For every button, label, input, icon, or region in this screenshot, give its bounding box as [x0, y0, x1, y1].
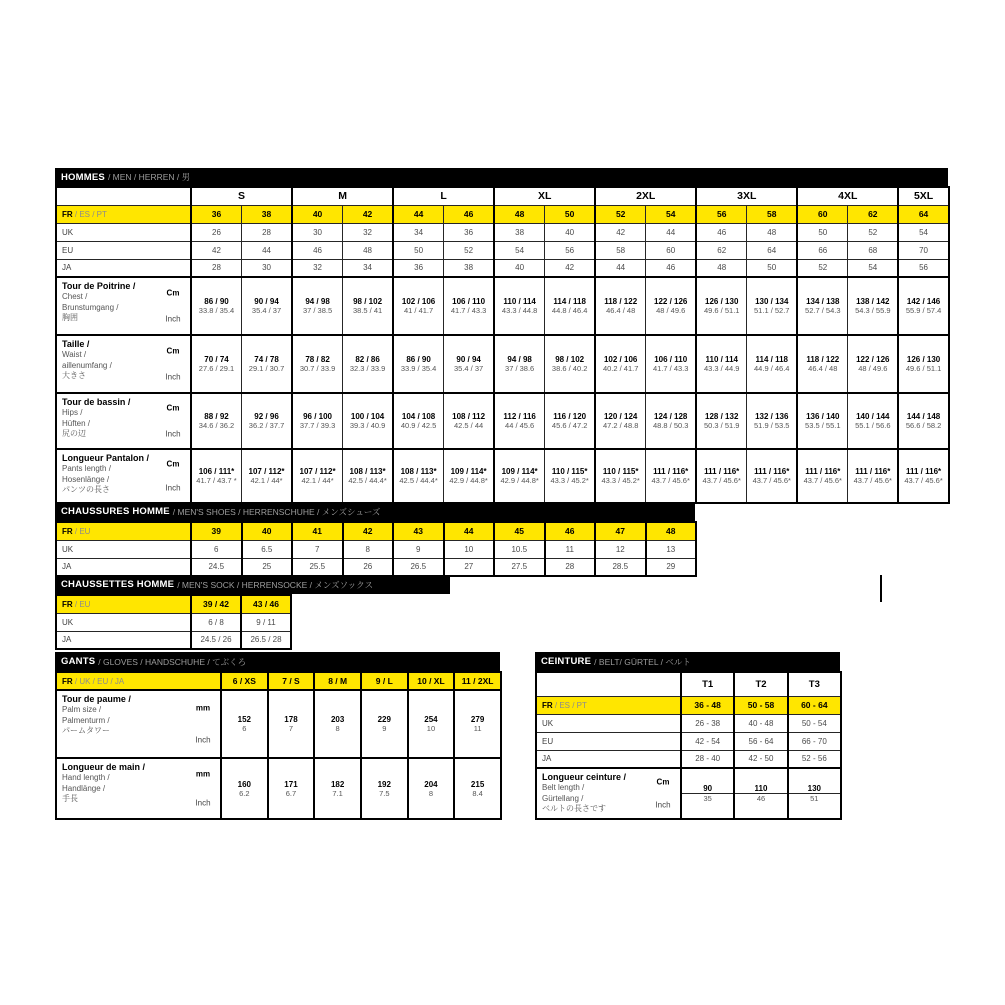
size-value: 30 [292, 223, 343, 241]
measure-cell: 192 7.5 [361, 758, 408, 819]
measure-cell: 108 / 113* 42.5 / 44.4* [393, 449, 444, 503]
table-row [56, 277, 949, 335]
measure-cell: 86 / 90 33.8 / 35.4 [191, 277, 242, 335]
men-header-title: HOMMES [61, 171, 105, 183]
glove-size-value: 11 / 2XL [454, 672, 501, 690]
measure-cell: 90 35 [681, 768, 734, 819]
gloves-table [55, 671, 500, 820]
size-value: 54 [848, 259, 899, 277]
table-row [56, 393, 949, 449]
shoe-size-value: 25.5 [292, 558, 343, 576]
size-group-5XL: 5XL [898, 187, 949, 205]
sock-size-value: 9 / 11 [241, 613, 291, 631]
measure-cell: 109 / 114* 42.9 / 44.8* [444, 449, 495, 503]
glove-size-value: 10 / XL [408, 672, 455, 690]
size-value: 56 [545, 241, 596, 259]
table-row [536, 750, 841, 768]
measure-cell: 182 7.1 [314, 758, 361, 819]
shoe-size-value: 8 [343, 540, 394, 558]
measure-cell: 111 / 116* 43.7 / 45.6* [696, 449, 747, 503]
size-value: 58 [595, 241, 646, 259]
socks-section-header [55, 575, 450, 594]
measure-cell: 106 / 110 41.7 / 43.3 [646, 335, 697, 393]
size-value: 28 [191, 259, 242, 277]
sock-size-value: 6 / 8 [191, 613, 241, 631]
fr-eu-label: FR / EU [56, 595, 191, 613]
measure-cell: 122 / 126 48 / 49.6 [848, 335, 899, 393]
measure-cell: 90 / 94 35.4 / 37 [444, 335, 495, 393]
shoe-size-value: 11 [545, 540, 596, 558]
shoes-section-header [55, 502, 695, 521]
size-group-XL: XL [494, 187, 595, 205]
shoe-size-value: 10 [444, 540, 495, 558]
gloves-header-subtitle: / GLOVES / HANDSCHUHE / てぶくろ [98, 656, 247, 667]
table-row [56, 335, 949, 393]
size-value: 62 [696, 241, 747, 259]
fr-size-value: 52 [595, 205, 646, 223]
measure-cell: 107 / 112* 42.1 / 44* [242, 449, 293, 503]
measure-cell: 86 / 90 33.9 / 35.4 [393, 335, 444, 393]
measure-cell: 110 46 [734, 768, 787, 819]
size-value: 48 [696, 259, 747, 277]
size-value: 48 [343, 241, 394, 259]
measure-cell: 114 / 118 44.9 / 46.4 [747, 335, 798, 393]
size-value: 34 [343, 259, 394, 277]
measure-cell: 140 / 144 55.1 / 56.6 [848, 393, 899, 449]
socks-header-title: CHAUSSETTES HOMME [61, 579, 175, 590]
table-row [56, 690, 501, 758]
table-row [56, 241, 949, 259]
size-value: 54 [898, 223, 949, 241]
size-value: 50 [747, 259, 798, 277]
table-row [56, 558, 696, 576]
belt-size-value: 60 - 64 [788, 696, 841, 714]
stray-divider-line [880, 575, 882, 602]
measure-cell: 98 / 102 38.6 / 40.2 [545, 335, 596, 393]
table-row [56, 223, 949, 241]
measure-cell: 111 / 116* 43.7 / 45.6* [747, 449, 798, 503]
measure-cell: 130 / 134 51.1 / 52.7 [747, 277, 798, 335]
size-value: 52 [797, 259, 848, 277]
gloves-header-title: GANTS [61, 656, 96, 667]
measure-cell: 106 / 111* 41.7 / 43.7 * [191, 449, 242, 503]
sock-size-value: 43 / 46 [241, 595, 291, 613]
shoe-size-value: 25 [242, 558, 293, 576]
shoe-size-value: 39 [191, 522, 242, 540]
measure-cell: 110 / 114 43.3 / 44.9 [696, 335, 747, 393]
table-row [536, 672, 841, 696]
measure-cell: 152 6 [221, 690, 268, 758]
fr-size-value: 36 [191, 205, 242, 223]
measure-cell: 132 / 136 51.9 / 53.5 [747, 393, 798, 449]
measure-cell: 102 / 106 40.2 / 41.7 [595, 335, 646, 393]
size-value: 42 [191, 241, 242, 259]
region-label-JA: JA [536, 750, 681, 768]
table-row [536, 714, 841, 732]
shoe-size-value: 47 [595, 522, 646, 540]
corner-cell [536, 672, 681, 696]
shoe-size-value: 29 [646, 558, 697, 576]
measure-cell: 215 8.4 [454, 758, 501, 819]
socks-table [55, 594, 450, 650]
men-sizes-table [55, 186, 948, 504]
size-value: 32 [292, 259, 343, 277]
table-row [56, 522, 696, 540]
measure-label: Tour de Poitrine / Chest / Brunstumgang / 胸囲 Cm Inch [56, 277, 191, 335]
shoe-size-value: 6 [191, 540, 242, 558]
measure-cell: 92 / 96 36.2 / 37.7 [242, 393, 293, 449]
table-row [536, 732, 841, 750]
fr-size-value: 62 [848, 205, 899, 223]
table-row [536, 768, 841, 819]
men-shoes-section [55, 502, 695, 577]
belt-size-value: 50 - 54 [788, 714, 841, 732]
size-value: 26 [191, 223, 242, 241]
size-value: 50 [393, 241, 444, 259]
shoe-size-value: 26.5 [393, 558, 444, 576]
size-value: 32 [343, 223, 394, 241]
measure-cell: 126 / 130 49.6 / 51.1 [898, 335, 949, 393]
glove-sizes-label: FR / UK / EU / JA [56, 672, 221, 690]
measure-cell: 142 / 146 55.9 / 57.4 [898, 277, 949, 335]
shoe-size-value: 27 [444, 558, 495, 576]
size-value: 36 [444, 223, 495, 241]
measure-cell: 98 / 102 38.5 / 41 [343, 277, 394, 335]
belt-header-subtitle: / BELT/ GÜRTEL / ベルト [594, 656, 691, 667]
size-value: 68 [848, 241, 899, 259]
fr-size-value: 46 [444, 205, 495, 223]
fr-eu-label: FR / EU [56, 522, 191, 540]
measure-cell: 120 / 124 47.2 / 48.8 [595, 393, 646, 449]
belt-size-value: 52 - 56 [788, 750, 841, 768]
measure-label: Tour de paume / Palm size / Palmenturm / パームタワー mm Inch [56, 690, 221, 758]
size-value: 40 [545, 223, 596, 241]
measure-cell: 94 / 98 37 / 38.5 [292, 277, 343, 335]
measure-cell: 138 / 142 54.3 / 55.9 [848, 277, 899, 335]
shoe-size-value: 13 [646, 540, 697, 558]
size-value: 46 [646, 259, 697, 277]
measure-cell: 203 8 [314, 690, 361, 758]
measure-cell: 94 / 98 37 / 38.6 [494, 335, 545, 393]
belt-header-title: CEINTURE [541, 656, 592, 667]
region-label-UK: UK [56, 540, 191, 558]
measure-cell: 112 / 116 44 / 45.6 [494, 393, 545, 449]
measure-cell: 118 / 122 46.4 / 48 [797, 335, 848, 393]
table-row [56, 540, 696, 558]
region-label-UK: UK [56, 613, 191, 631]
men-sizes-section [55, 168, 948, 504]
region-label-JA: JA [56, 558, 191, 576]
measure-cell: 88 / 92 34.6 / 36.2 [191, 393, 242, 449]
measure-cell: 70 / 74 27.6 / 29.1 [191, 335, 242, 393]
size-value: 38 [494, 223, 545, 241]
fr-es-pt-label: FR / ES / PT [536, 696, 681, 714]
shoe-size-value: 7 [292, 540, 343, 558]
size-value: 42 [595, 223, 646, 241]
fr-size-value: 60 [797, 205, 848, 223]
measure-cell: 110 / 115* 43.3 / 45.2* [545, 449, 596, 503]
measure-cell: 254 10 [408, 690, 455, 758]
sock-size-value: 26.5 / 28 [241, 631, 291, 649]
size-value: 56 [898, 259, 949, 277]
belt-size-value: 40 - 48 [734, 714, 787, 732]
size-group-S: S [191, 187, 292, 205]
size-value: 64 [747, 241, 798, 259]
shoe-size-value: 27.5 [494, 558, 545, 576]
shoe-size-value: 9 [393, 540, 444, 558]
measure-label: Longueur ceinture / Belt length / Gürtellang / ベルトの長さです Cm Inch [536, 768, 681, 819]
size-value: 44 [595, 259, 646, 277]
measure-cell: 171 6.7 [268, 758, 315, 819]
size-value: 30 [242, 259, 293, 277]
size-value: 50 [797, 223, 848, 241]
shoe-size-value: 26 [343, 558, 394, 576]
table-row [56, 595, 291, 613]
gloves-section [55, 652, 500, 820]
measure-cell: 78 / 82 30.7 / 33.9 [292, 335, 343, 393]
measure-cell: 111 / 116* 43.7 / 45.6* [848, 449, 899, 503]
belt-size-value: 66 - 70 [788, 732, 841, 750]
belt-size-value: 56 - 64 [734, 732, 787, 750]
belt-size-value: 26 - 38 [681, 714, 734, 732]
measure-cell: 124 / 128 48.8 / 50.3 [646, 393, 697, 449]
size-group-3XL: 3XL [696, 187, 797, 205]
measure-cell: 144 / 148 56.6 / 58.2 [898, 393, 949, 449]
belt-size-column-T3: T3 [788, 672, 841, 696]
fr-size-value: 54 [646, 205, 697, 223]
size-value: 34 [393, 223, 444, 241]
glove-size-value: 9 / L [361, 672, 408, 690]
size-group-L: L [393, 187, 494, 205]
size-group-4XL: 4XL [797, 187, 898, 205]
shoe-size-value: 48 [646, 522, 697, 540]
size-group-2XL: 2XL [595, 187, 696, 205]
region-label-EU: EU [536, 732, 681, 750]
size-value: 44 [242, 241, 293, 259]
shoe-size-value: 46 [545, 522, 596, 540]
corner-cell [56, 187, 191, 205]
shoe-size-value: 6.5 [242, 540, 293, 558]
measure-cell: 114 / 118 44.8 / 46.4 [545, 277, 596, 335]
size-value: 52 [444, 241, 495, 259]
measure-cell: 82 / 86 32.3 / 33.9 [343, 335, 394, 393]
measure-cell: 100 / 104 39.3 / 40.9 [343, 393, 394, 449]
measure-cell: 96 / 100 37.7 / 39.3 [292, 393, 343, 449]
belt-size-value: 42 - 54 [681, 732, 734, 750]
fr-size-value: 56 [696, 205, 747, 223]
table-row [56, 631, 291, 649]
belt-size-value: 50 - 58 [734, 696, 787, 714]
table-row [56, 205, 949, 223]
shoe-size-value: 40 [242, 522, 293, 540]
belt-size-value: 28 - 40 [681, 750, 734, 768]
men-section-header [55, 168, 948, 186]
measure-label: Longueur Pantalon / Pants length / Hosenlänge / パンツの長さ Cm Inch [56, 449, 191, 503]
shoe-size-value: 44 [444, 522, 495, 540]
belt-size-value: 42 - 50 [734, 750, 787, 768]
measure-cell: 128 / 132 50.3 / 51.9 [696, 393, 747, 449]
belt-size-column-T2: T2 [734, 672, 787, 696]
shoe-size-value: 28 [545, 558, 596, 576]
table-row [56, 758, 501, 819]
fr-size-value: 50 [545, 205, 596, 223]
fr-size-value: 44 [393, 205, 444, 223]
measure-cell: 90 / 94 35.4 / 37 [242, 277, 293, 335]
measure-cell: 178 7 [268, 690, 315, 758]
measure-cell: 110 / 115* 43.3 / 45.2* [595, 449, 646, 503]
measure-cell: 110 / 114 43.3 / 44.8 [494, 277, 545, 335]
fr-size-value: 48 [494, 205, 545, 223]
shoes-header-subtitle: / MEN'S SHOES / HERRENSCHUHE / メンズシューズ [172, 506, 381, 517]
shoe-size-value: 41 [292, 522, 343, 540]
measure-cell: 160 6.2 [221, 758, 268, 819]
measure-label: Taille / Waist / aillenumfang / 大きさ Cm Inch [56, 335, 191, 393]
fr-es-pt-label: FR / ES / PT [56, 205, 191, 223]
shoe-size-value: 10.5 [494, 540, 545, 558]
size-value: 42 [545, 259, 596, 277]
measure-cell: 106 / 110 41.7 / 43.3 [444, 277, 495, 335]
size-value: 70 [898, 241, 949, 259]
socks-header-subtitle: / MEN'S SOCK / HERRENSOCKE / メンズソックス [177, 579, 374, 590]
measure-cell: 108 / 112 42.5 / 44 [444, 393, 495, 449]
men-header-subtitle: / MEN / HERREN / 男 [107, 172, 191, 182]
glove-size-value: 7 / S [268, 672, 315, 690]
measure-cell: 111 / 116* 43.7 / 45.6* [898, 449, 949, 503]
measure-cell: 111 / 116* 43.7 / 45.6* [797, 449, 848, 503]
shoe-size-value: 45 [494, 522, 545, 540]
measure-label: Longueur de main / Hand length / Handlänge / 手長 mm Inch [56, 758, 221, 819]
region-label-JA: JA [56, 631, 191, 649]
fr-size-value: 64 [898, 205, 949, 223]
measure-cell: 102 / 106 41 / 41.7 [393, 277, 444, 335]
belt-size-value: 36 - 48 [681, 696, 734, 714]
table-row [56, 187, 949, 205]
fr-size-value: 38 [242, 205, 293, 223]
measure-cell: 118 / 122 46.4 / 48 [595, 277, 646, 335]
table-row [56, 613, 291, 631]
shoe-size-value: 28.5 [595, 558, 646, 576]
belt-table [535, 671, 840, 820]
size-value: 38 [444, 259, 495, 277]
measure-cell: 107 / 112* 42.1 / 44* [292, 449, 343, 503]
size-value: 44 [646, 223, 697, 241]
shoe-size-value: 12 [595, 540, 646, 558]
size-value: 46 [696, 223, 747, 241]
size-value: 46 [292, 241, 343, 259]
measure-cell: 116 / 120 45.6 / 47.2 [545, 393, 596, 449]
measure-cell: 74 / 78 29.1 / 30.7 [242, 335, 293, 393]
region-label-JA: JA [56, 259, 191, 277]
table-row [56, 259, 949, 277]
region-label-UK: UK [56, 223, 191, 241]
belt-size-column-T1: T1 [681, 672, 734, 696]
measure-cell: 204 8 [408, 758, 455, 819]
size-value: 48 [747, 223, 798, 241]
size-value: 60 [646, 241, 697, 259]
measure-cell: 126 / 130 49.6 / 51.1 [696, 277, 747, 335]
gloves-section-header [55, 652, 500, 671]
measure-cell: 134 / 138 52.7 / 54.3 [797, 277, 848, 335]
sock-size-value: 39 / 42 [191, 595, 241, 613]
measure-cell: 111 / 116* 43.7 / 45.6* [646, 449, 697, 503]
measure-cell: 130 51 [788, 768, 841, 819]
size-value: 40 [494, 259, 545, 277]
belt-section [535, 652, 840, 820]
shoe-size-value: 42 [343, 522, 394, 540]
shoes-table [55, 521, 695, 577]
size-group-M: M [292, 187, 393, 205]
shoe-size-value: 24.5 [191, 558, 242, 576]
size-value: 36 [393, 259, 444, 277]
region-label-EU: EU [56, 241, 191, 259]
measure-cell: 136 / 140 53.5 / 55.1 [797, 393, 848, 449]
measure-label: Tour de bassin / Hips / Hüften / 尻の辺 Cm Inch [56, 393, 191, 449]
fr-size-value: 40 [292, 205, 343, 223]
measure-cell: 229 9 [361, 690, 408, 758]
table-row [536, 696, 841, 714]
measure-cell: 279 11 [454, 690, 501, 758]
size-value: 54 [494, 241, 545, 259]
men-socks-section [55, 575, 450, 650]
measure-cell: 109 / 114* 42.9 / 44.8* [494, 449, 545, 503]
glove-size-value: 8 / M [314, 672, 361, 690]
shoes-header-title: CHAUSSURES HOMME [61, 506, 170, 517]
size-value: 52 [848, 223, 899, 241]
size-value: 28 [242, 223, 293, 241]
glove-size-value: 6 / XS [221, 672, 268, 690]
table-row [56, 672, 501, 690]
measure-cell: 104 / 108 40.9 / 42.5 [393, 393, 444, 449]
fr-size-value: 58 [747, 205, 798, 223]
measure-cell: 108 / 113* 42.5 / 44.4* [343, 449, 394, 503]
region-label-UK: UK [536, 714, 681, 732]
sock-size-value: 24.5 / 26 [191, 631, 241, 649]
measure-cell: 122 / 126 48 / 49.6 [646, 277, 697, 335]
fr-size-value: 42 [343, 205, 394, 223]
shoe-size-value: 43 [393, 522, 444, 540]
table-row [56, 449, 949, 503]
size-value: 66 [797, 241, 848, 259]
belt-section-header [535, 652, 840, 671]
